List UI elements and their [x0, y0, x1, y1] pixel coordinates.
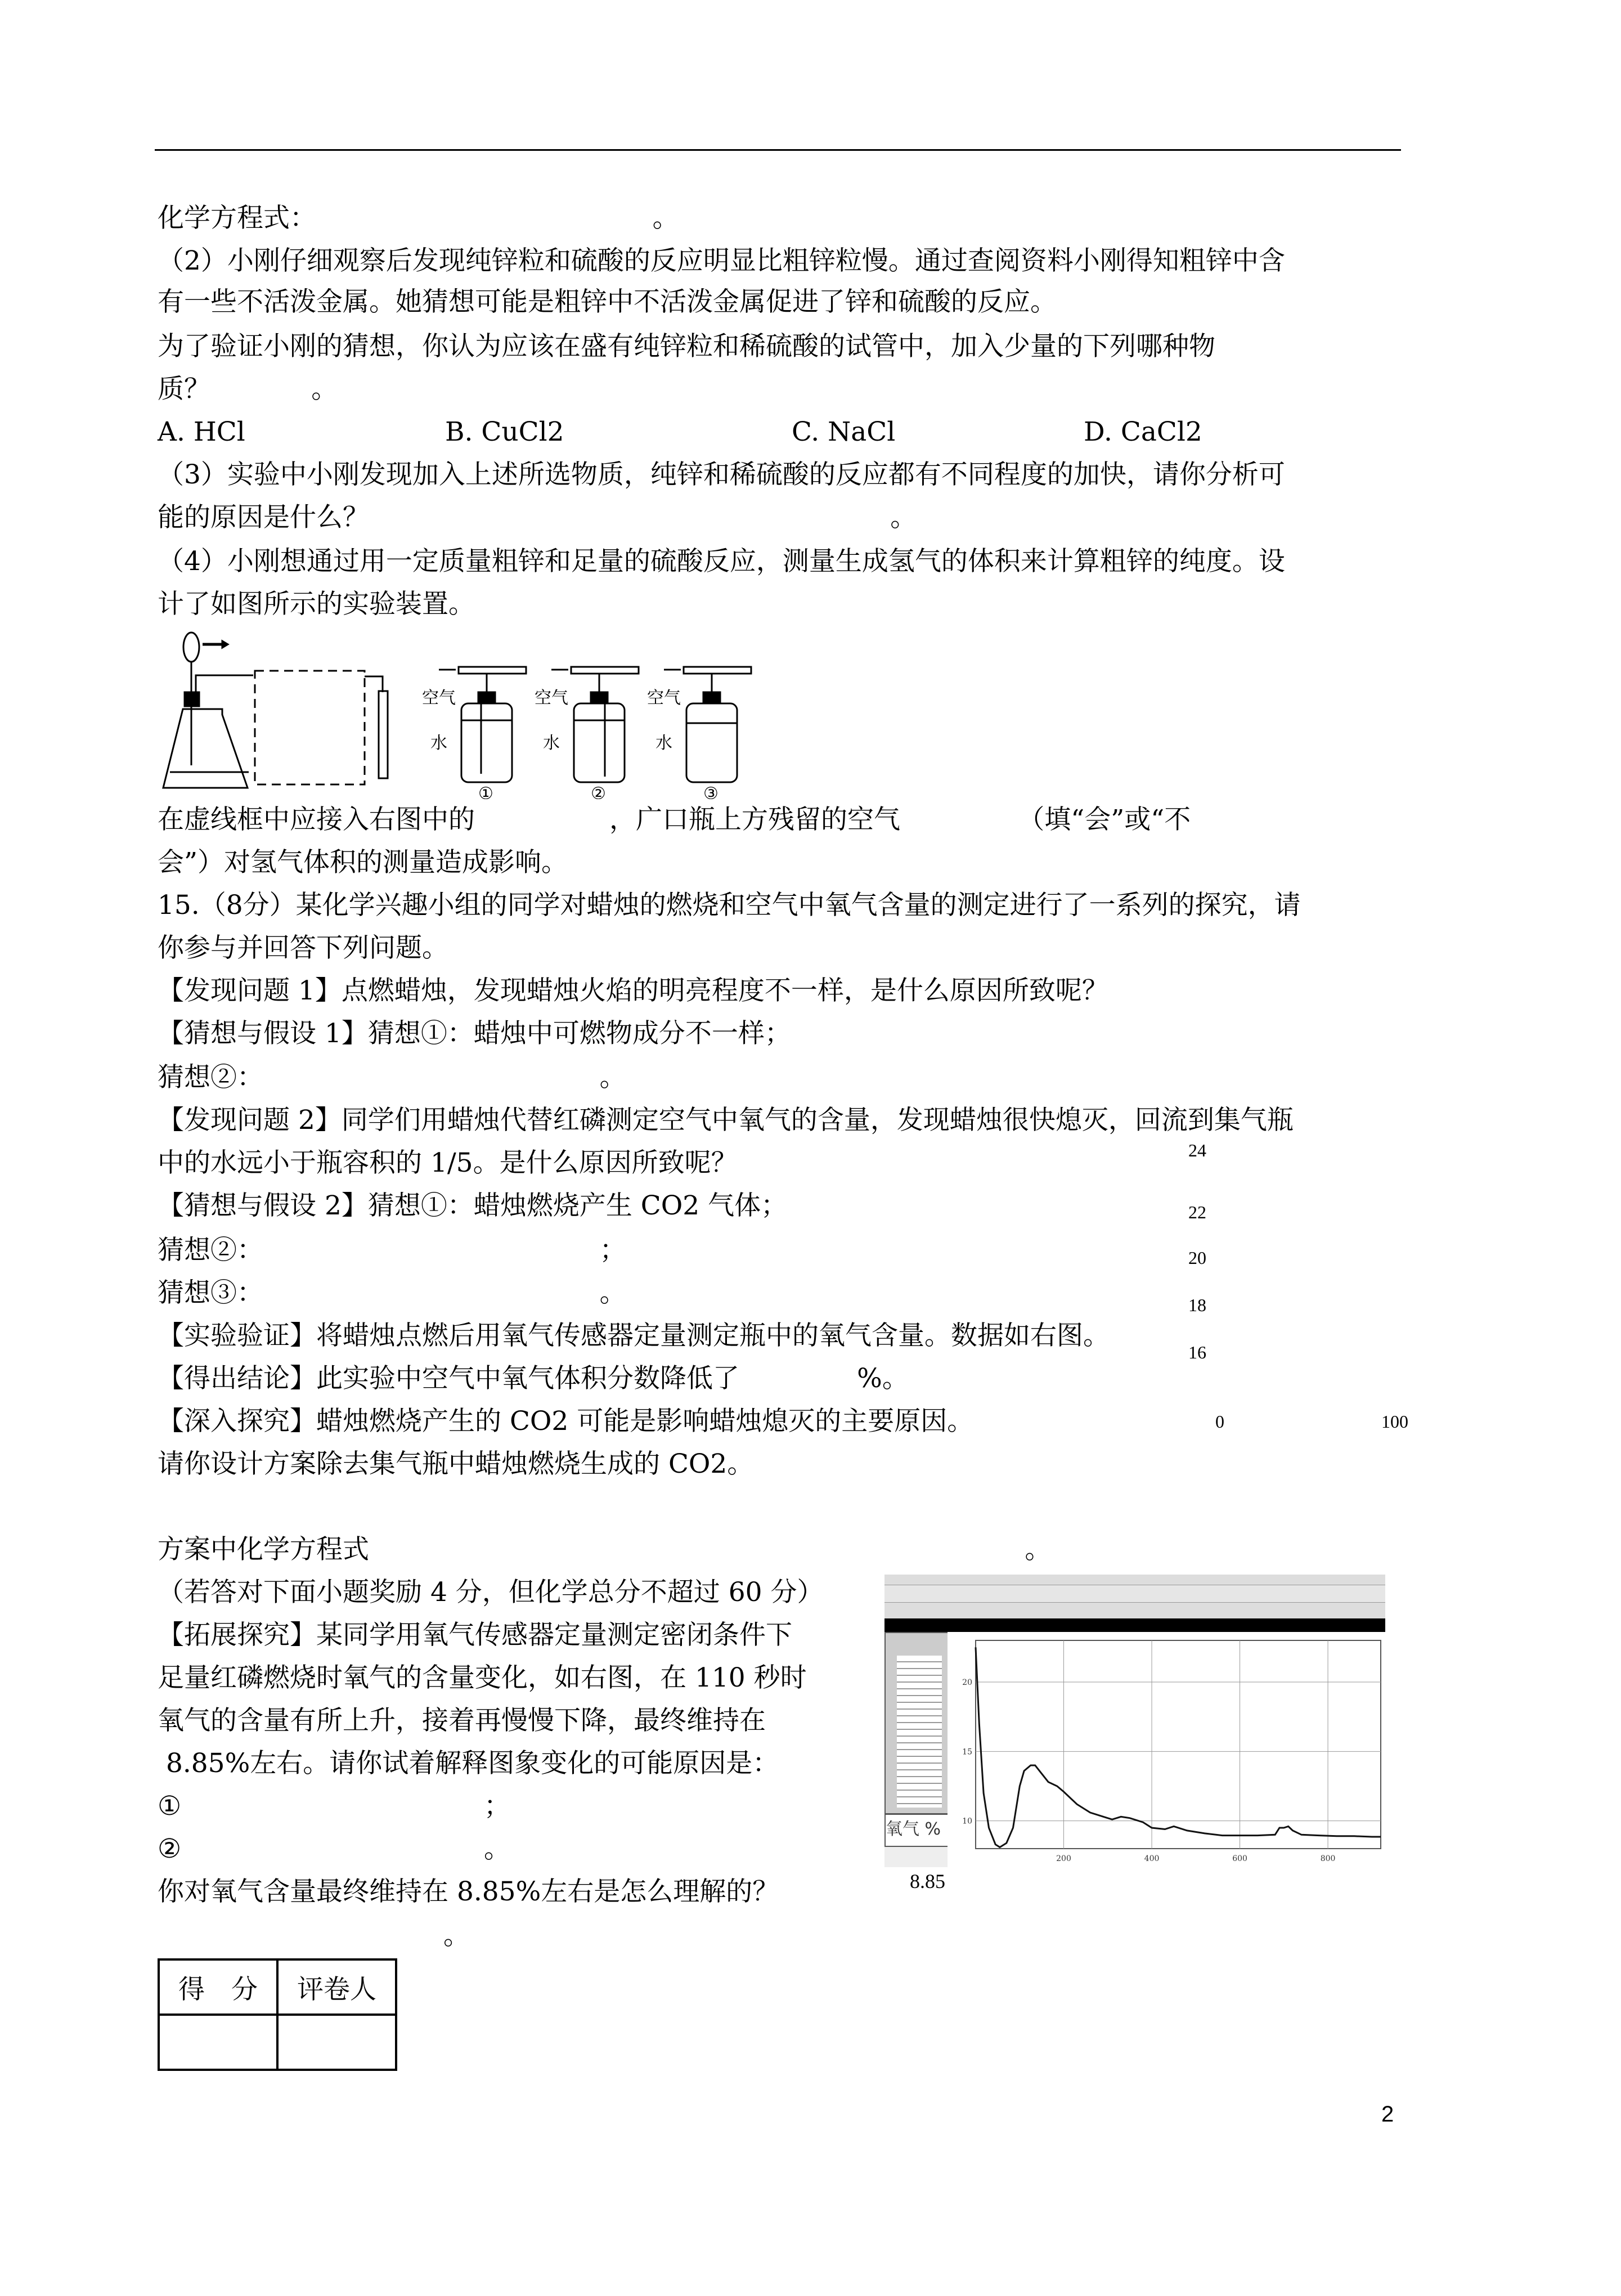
svg-text:水: 水 [543, 733, 560, 753]
text-line: 你对氧气含量最终维持在 8.85%左右是怎么理解的？ [158, 1876, 779, 1907]
oxygen-readout-value: 8.85 [910, 1870, 945, 1893]
svg-text:空气: 空气 [422, 688, 456, 708]
stray-x-tick: 100 [1381, 1411, 1408, 1432]
menu-bar [884, 1575, 1385, 1585]
stray-y-tick: 24 [1188, 1140, 1206, 1160]
text-line: （3）实验中小刚发现加入上述所选物质，纯锌和稀硫酸的反应都有不同程度的加快，请你分析可 [158, 459, 1285, 490]
stray-y-tick: 22 [1188, 1202, 1206, 1222]
svg-text:③: ③ [703, 784, 719, 799]
svg-text:②: ② [591, 784, 606, 799]
stray-y-tick: 16 [1188, 1342, 1206, 1362]
text-line: 【得出结论】此实验中空气中氧气体积分数降低了 %。 [158, 1363, 909, 1394]
stray-y-tick: 18 [1188, 1295, 1206, 1315]
option-c: C. NaCl [792, 416, 896, 447]
text-line: 猜想②： 。 [158, 1062, 626, 1093]
option-b: B. CuCl2 [445, 416, 564, 447]
oxygen-readout-label: 氧气 % [884, 1814, 949, 1847]
black-bar [884, 1618, 1385, 1633]
bottle-2 [535, 667, 639, 799]
text-line: 化学方程式： 。 [158, 203, 679, 234]
bottles [422, 667, 751, 799]
text-line: 【猜想与假设 2】猜想①：蜡烛燃烧产生 CO2 气体； [158, 1190, 788, 1221]
data-table [884, 1632, 949, 1814]
grader-header: 评卷人 [277, 1959, 396, 2015]
text-line: 猜想③： 。 [158, 1277, 626, 1308]
text-line: 为了验证小刚的猜想，你认为应该在盛有纯锌粒和稀硫酸的试管中，加入少量的下列哪种物 [158, 331, 1215, 362]
apparatus-figure [158, 625, 889, 799]
option-d: D. CaCl2 [1084, 416, 1202, 447]
text-line: 会”）对氢气体积的测量造成影响。 [158, 847, 568, 878]
stray-y-tick: 20 [1188, 1248, 1206, 1268]
grader-cell[interactable] [277, 2015, 396, 2070]
text-line: 氧气的含量有所上升，接着再慢慢下降，最终维持在 [158, 1705, 766, 1736]
svg-text:①: ① [478, 784, 493, 799]
status-strip [884, 1603, 1385, 1618]
score-cell[interactable] [159, 2015, 277, 2070]
svg-text:空气: 空气 [535, 688, 568, 708]
score-table [158, 1958, 397, 2071]
text-line: （2）小刚仔细观察后发现纯锌粒和硫酸的反应明显比粗锌粒慢。通过查阅资料小刚得知粗锌中含 [158, 245, 1285, 276]
text-line: 计了如图所示的实验装置。 [158, 589, 475, 620]
svg-text:空气: 空气 [647, 688, 681, 708]
page-number: 2 [1381, 2102, 1394, 2127]
text-line: 【发现问题 2】同学们用蜡烛代替红磷测定空气中氧气的含量，发现蜡烛很快熄灭，回流到集气瓶 [158, 1105, 1294, 1136]
oxygen-chart [948, 1632, 1385, 1868]
text-line: 【拓展探究】某同学用氧气传感器定量测定密闭条件下 [158, 1620, 792, 1651]
text-line: 你参与并回答下列问题。 [158, 932, 448, 963]
text-line: 。 [158, 1920, 470, 1951]
text-line: 【实验验证】将蜡烛点燃后用氧气传感器定量测定瓶中的氧气含量。数据如右图。 [158, 1320, 1110, 1351]
score-header: 得 分 [159, 1959, 277, 2015]
stray-x-tick: 0 [1215, 1411, 1224, 1432]
sensor-software-screenshot [884, 1575, 1385, 1867]
plot-frame [976, 1640, 1381, 1849]
toolbar [884, 1585, 1385, 1603]
x-tick-label: 600 [1232, 1854, 1247, 1863]
text-line: 中的水远小于瓶容积的 1/5。是什么原因所致呢？ [158, 1147, 738, 1178]
text-line: 【猜想与假设 1】猜想①：蜡烛中可燃物成分不一样； [158, 1018, 791, 1049]
text-line: 质？ 。 [158, 374, 338, 405]
bottle-1 [422, 667, 526, 799]
text-line: 方案中化学方程式 。 [158, 1534, 1052, 1565]
text-line: 【发现问题 1】点燃蜡烛，发现蜡烛火焰的明亮程度不一样，是什么原因所致呢？ [158, 975, 1108, 1006]
x-tick-label: 400 [1144, 1854, 1160, 1863]
option-a: A. HCl [158, 416, 245, 447]
y-tick-label: 20 [962, 1678, 972, 1687]
text-line: 足量红磷燃烧时氧气的含量变化，如右图，在 110 秒时 [158, 1662, 807, 1693]
text-line: 【深入探究】蜡烛燃烧产生的 CO2 可能是影响蜡烛熄灭的主要原因。 [158, 1406, 974, 1437]
svg-text:水: 水 [655, 733, 672, 753]
text-line: ① ； [158, 1791, 510, 1822]
oxygen-series-line [976, 1647, 1381, 1847]
text-line: （4）小刚想通过用一定质量粗锌和足量的硫酸反应，测量生成氢气的体积来计算粗锌的纯度。设 [158, 546, 1285, 577]
y-tick-label: 10 [962, 1817, 972, 1826]
text-line: 能的原因是什么？ 。 [158, 502, 917, 533]
text-line: 15.（8分）某化学兴趣小组的同学对蜡烛的燃烧和空气中氧气含量的测定进行了一系列的探究，请 [158, 890, 1301, 921]
text-line: ② 。 [158, 1833, 510, 1864]
x-tick-label: 800 [1320, 1854, 1336, 1863]
text-line: 猜想②： ； [158, 1235, 626, 1266]
text-line: （若答对下面小题奖励 4 分，但化学总分不超过 60 分） [158, 1577, 824, 1608]
y-tick-label: 15 [962, 1747, 972, 1757]
text-line: 请你设计方案除去集气瓶中蜡烛燃烧生成的 CO2。 [158, 1449, 754, 1479]
text-line: 8.85%左右。请你试着解释图象变化的可能原因是： [158, 1748, 779, 1779]
header-rule [155, 149, 1401, 151]
x-tick-label: 200 [1056, 1854, 1071, 1863]
bottle-3 [647, 667, 751, 799]
text-line: 有一些不活泼金属。她猜想可能是粗锌中不活泼金属促进了锌和硫酸的反应。 [158, 286, 1057, 317]
svg-text:水: 水 [430, 733, 447, 753]
text-line: 在虚线框中应接入右图中的 ，广口瓶上方残留的空气 （填“会”或“不 [158, 804, 1191, 835]
